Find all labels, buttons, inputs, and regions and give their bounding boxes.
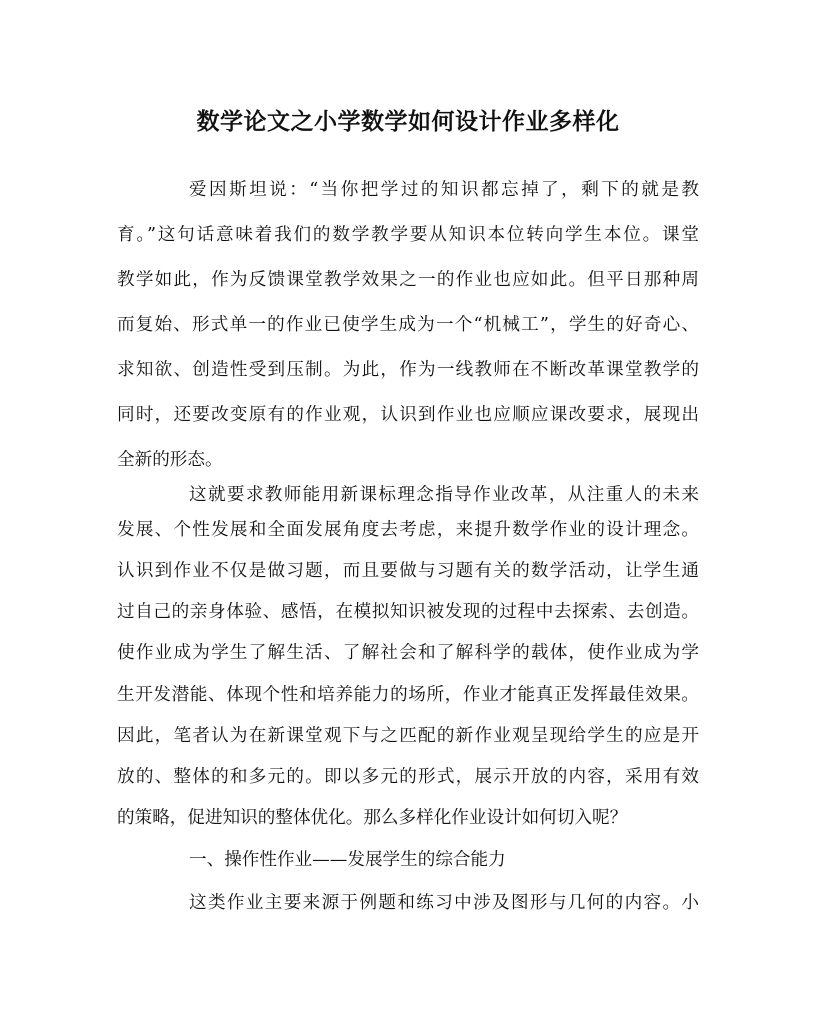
paragraph-2-line-1: 这就要求教师能用新课标理念指导作业改革，从注重人的未来 xyxy=(189,485,699,505)
paragraph-1-line-2: 育。”这句话意味着我们的数学教学要从知识本位转向学生本位。课堂 xyxy=(117,225,699,245)
paragraph-2-line-9: 的策略，促进知识的整体优化。那么多样化作业设计如何切入呢？ xyxy=(117,808,628,828)
paragraph-1-line-7: 全新的形态。 xyxy=(117,450,223,470)
paragraph-1-line-1: 爱因斯坦说：“当你把学过的知识都忘掉了，剩下的就是教 xyxy=(189,180,699,200)
paragraph-1-line-4: 而复始、形式单一的作业已使学生成为一个“机械工”，学生的好奇心、 xyxy=(117,315,699,335)
paragraph-1-line-3: 教学如此，作为反馈课堂教学效果之一的作业也应如此。但平日那种周 xyxy=(117,270,699,290)
paragraph-2-line-4: 过自己的亲身体验、感悟，在模拟知识被发现的过程中去探索、去创造。 xyxy=(117,602,699,622)
paragraph-2-line-7: 因此，笔者认为在新课堂观下与之匹配的新作业观呈现给学生的应是开 xyxy=(117,726,699,746)
paragraph-2-line-8: 放的、整体的和多元的。即以多元的形式，展示开放的内容，采用有效 xyxy=(117,767,699,787)
paragraph-2-line-2: 发展、个性发展和全面发展角度去考虑，来提升数学作业的设计理念。 xyxy=(117,520,699,540)
paragraph-2-line-5: 使作业成为学生了解生活、了解社会和了解科学的载体，使作业成为学 xyxy=(117,643,699,663)
document-title: 数学论文之小学数学如何设计作业多样化 xyxy=(196,108,620,135)
paragraph-3-line-1: 这类作业主要来源于例题和练习中涉及图形与几何的内容。小 xyxy=(189,893,699,913)
paragraph-1-line-5: 求知欲、创造性受到压制。为此，作为一线教师在不断改革课堂教学的 xyxy=(117,360,699,380)
paragraph-2-line-3: 认识到作业不仅是做习题，而且要做与习题有关的数学活动，让学生通 xyxy=(117,561,699,581)
section-heading: 一、操作性作业——发展学生的综合能力 xyxy=(189,850,506,870)
paragraph-1-line-6: 同时，还要改变原有的作业观，认识到作业也应顺应课改要求，展现出 xyxy=(117,405,699,425)
paragraph-2-line-6: 生开发潜能、体现个性和培养能力的场所，作业才能真正发挥最佳效果。 xyxy=(117,685,699,705)
